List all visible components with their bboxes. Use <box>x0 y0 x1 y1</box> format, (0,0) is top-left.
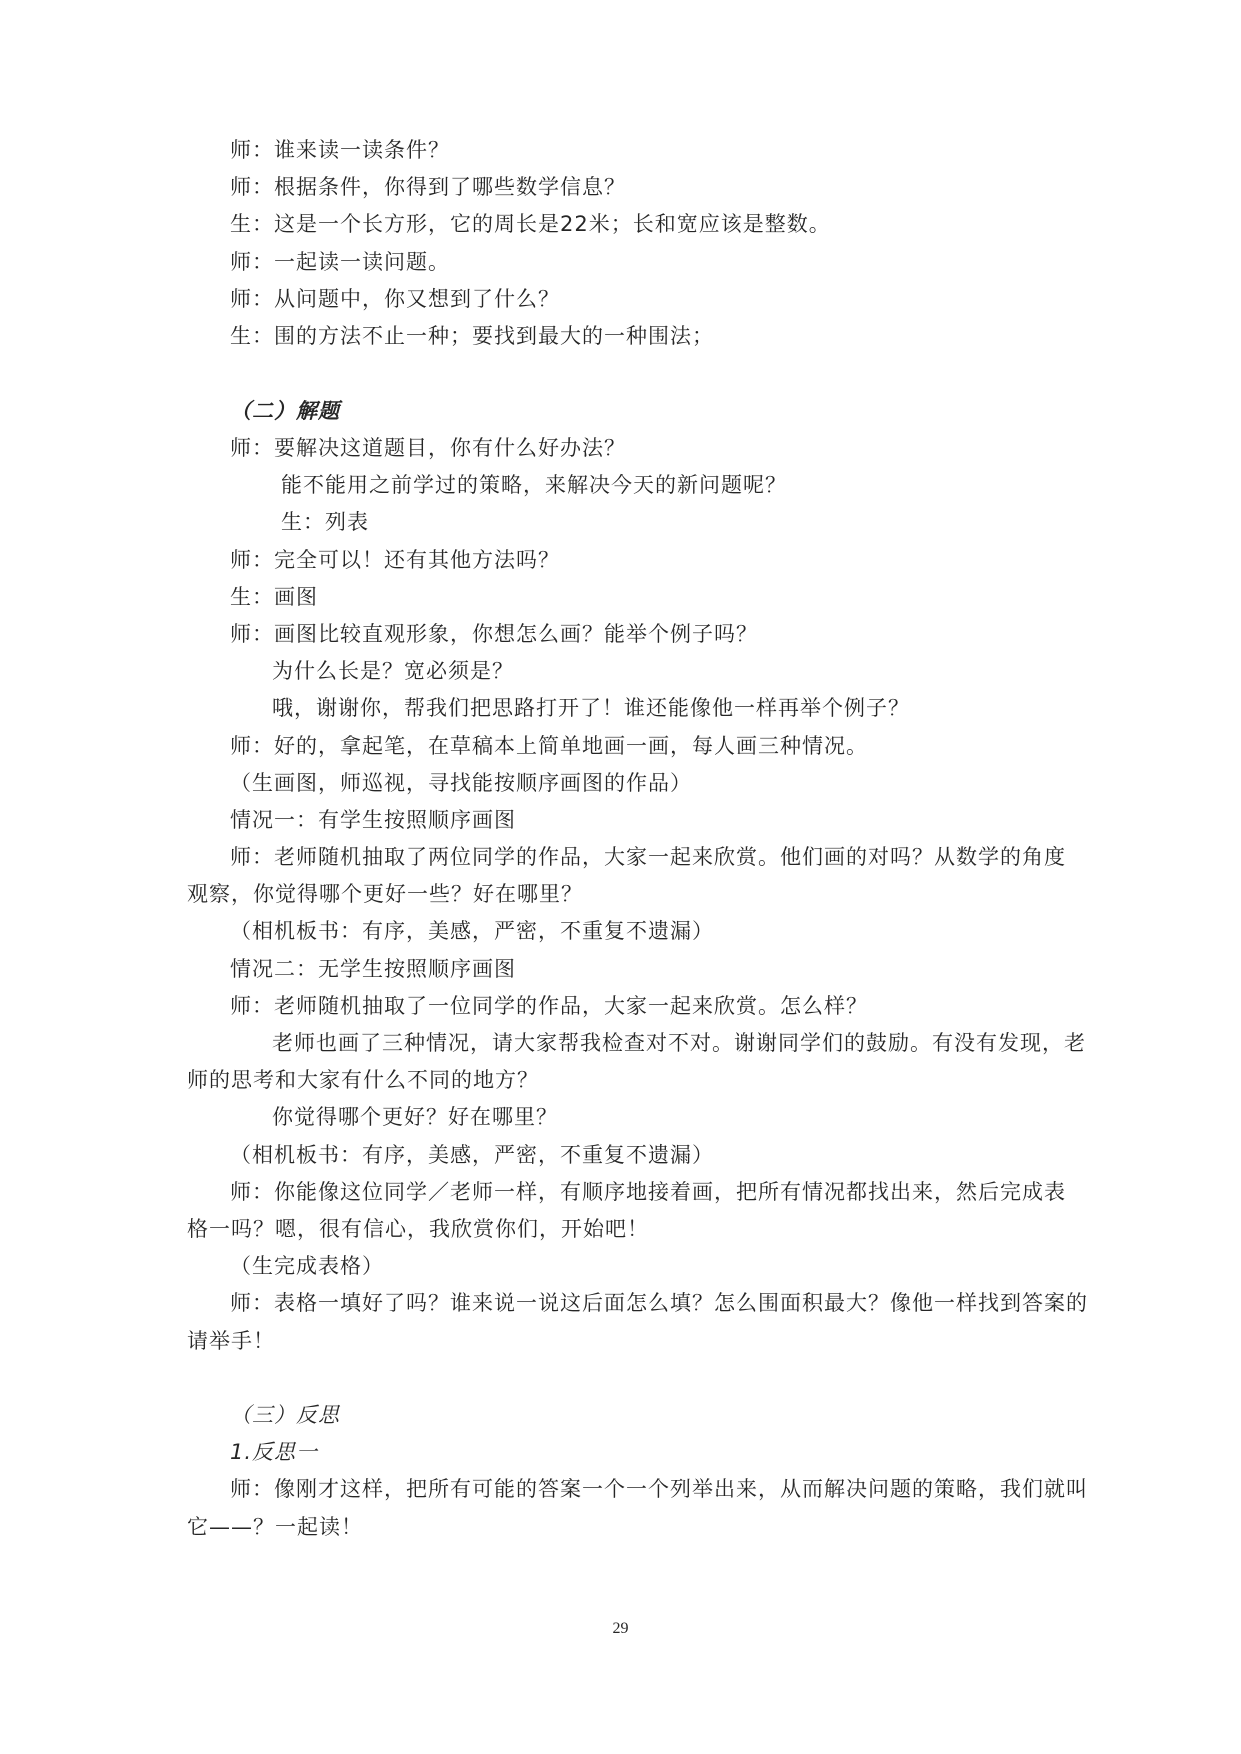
text-line: （相机板书：有序，美感，严密，不重复不遗漏） <box>230 919 714 943</box>
text-line: 师：老师随机抽取了一位同学的作品，大家一起来欣赏。怎么样？ <box>230 994 868 1018</box>
text-line: 师的思考和大家有什么不同的地方？ <box>187 1068 539 1092</box>
text-line: （相机板书：有序，美感，严密，不重复不遗漏） <box>230 1143 714 1167</box>
subsection-heading: 1.反思一 <box>230 1440 319 1464</box>
text-line: 师：画图比较直观形象，你想怎么画？能举个例子吗？ <box>230 622 758 646</box>
text-line: 情况二：无学生按照顺序画图 <box>230 957 516 981</box>
text-line: 师：谁来读一读条件？ <box>230 138 450 162</box>
text-line: 它——？一起读！ <box>187 1515 363 1539</box>
text-line: 生：画图 <box>230 585 318 609</box>
text-line: 师：要解决这道题目，你有什么好办法？ <box>230 436 626 460</box>
text-line: （生画图，师巡视，寻找能按顺序画图的作品） <box>230 771 692 795</box>
page-number: 29 <box>612 1620 629 1637</box>
text-line: 师：一起读一读问题。 <box>230 250 450 274</box>
text-line: 哦，谢谢你，帮我们把思路打开了！谁还能像他一样再举个例子？ <box>272 696 910 720</box>
text-line: 生：列表 <box>281 510 369 534</box>
text-line: 生：围的方法不止一种；要找到最大的一种围法； <box>230 324 714 348</box>
text-line: 师：根据条件，你得到了哪些数学信息？ <box>230 175 626 199</box>
text-line: 你觉得哪个更好？好在哪里？ <box>272 1105 558 1129</box>
text-line: 师：完全可以！还有其他方法吗？ <box>230 548 560 572</box>
text-line: 生：这是一个长方形，它的周长是22米；长和宽应该是整数。 <box>230 212 831 236</box>
text-line: 情况一：有学生按照顺序画图 <box>230 808 516 832</box>
text-line: （生完成表格） <box>230 1254 384 1278</box>
text-line: 能不能用之前学过的策略，来解决今天的新问题呢？ <box>281 473 787 497</box>
text-line: 师：像刚才这样，把所有可能的答案一个一个列举出来，从而解决问题的策略，我们就叫 <box>230 1477 1088 1501</box>
text-line: 观察，你觉得哪个更好一些？好在哪里？ <box>187 882 583 906</box>
section-heading: （二）解题 <box>230 399 340 423</box>
text-line: 请举手！ <box>187 1329 275 1353</box>
text-line: 师：你能像这位同学／老师一样，有顺序地接着画，把所有情况都找出来，然后完成表 <box>230 1180 1066 1204</box>
text-line: 为什么长是？宽必须是？ <box>272 659 514 683</box>
section-heading: （三）反思 <box>230 1403 340 1427</box>
text-line: 师：好的，拿起笔，在草稿本上简单地画一画，每人画三种情况。 <box>230 734 868 758</box>
text-line: 师：从问题中，你又想到了什么？ <box>230 287 560 311</box>
text-line: 格一吗？嗯，很有信心，我欣赏你们，开始吧！ <box>187 1217 649 1241</box>
text-line: 师：老师随机抽取了两位同学的作品，大家一起来欣赏。他们画的对吗？从数学的角度 <box>230 845 1066 869</box>
text-line: 老师也画了三种情况，请大家帮我检查对不对。谢谢同学们的鼓励。有没有发现，老 <box>272 1031 1086 1055</box>
text-line: 师：表格一填好了吗？谁来说一说这后面怎么填？怎么围面积最大？像他一样找到答案的 <box>230 1291 1088 1315</box>
